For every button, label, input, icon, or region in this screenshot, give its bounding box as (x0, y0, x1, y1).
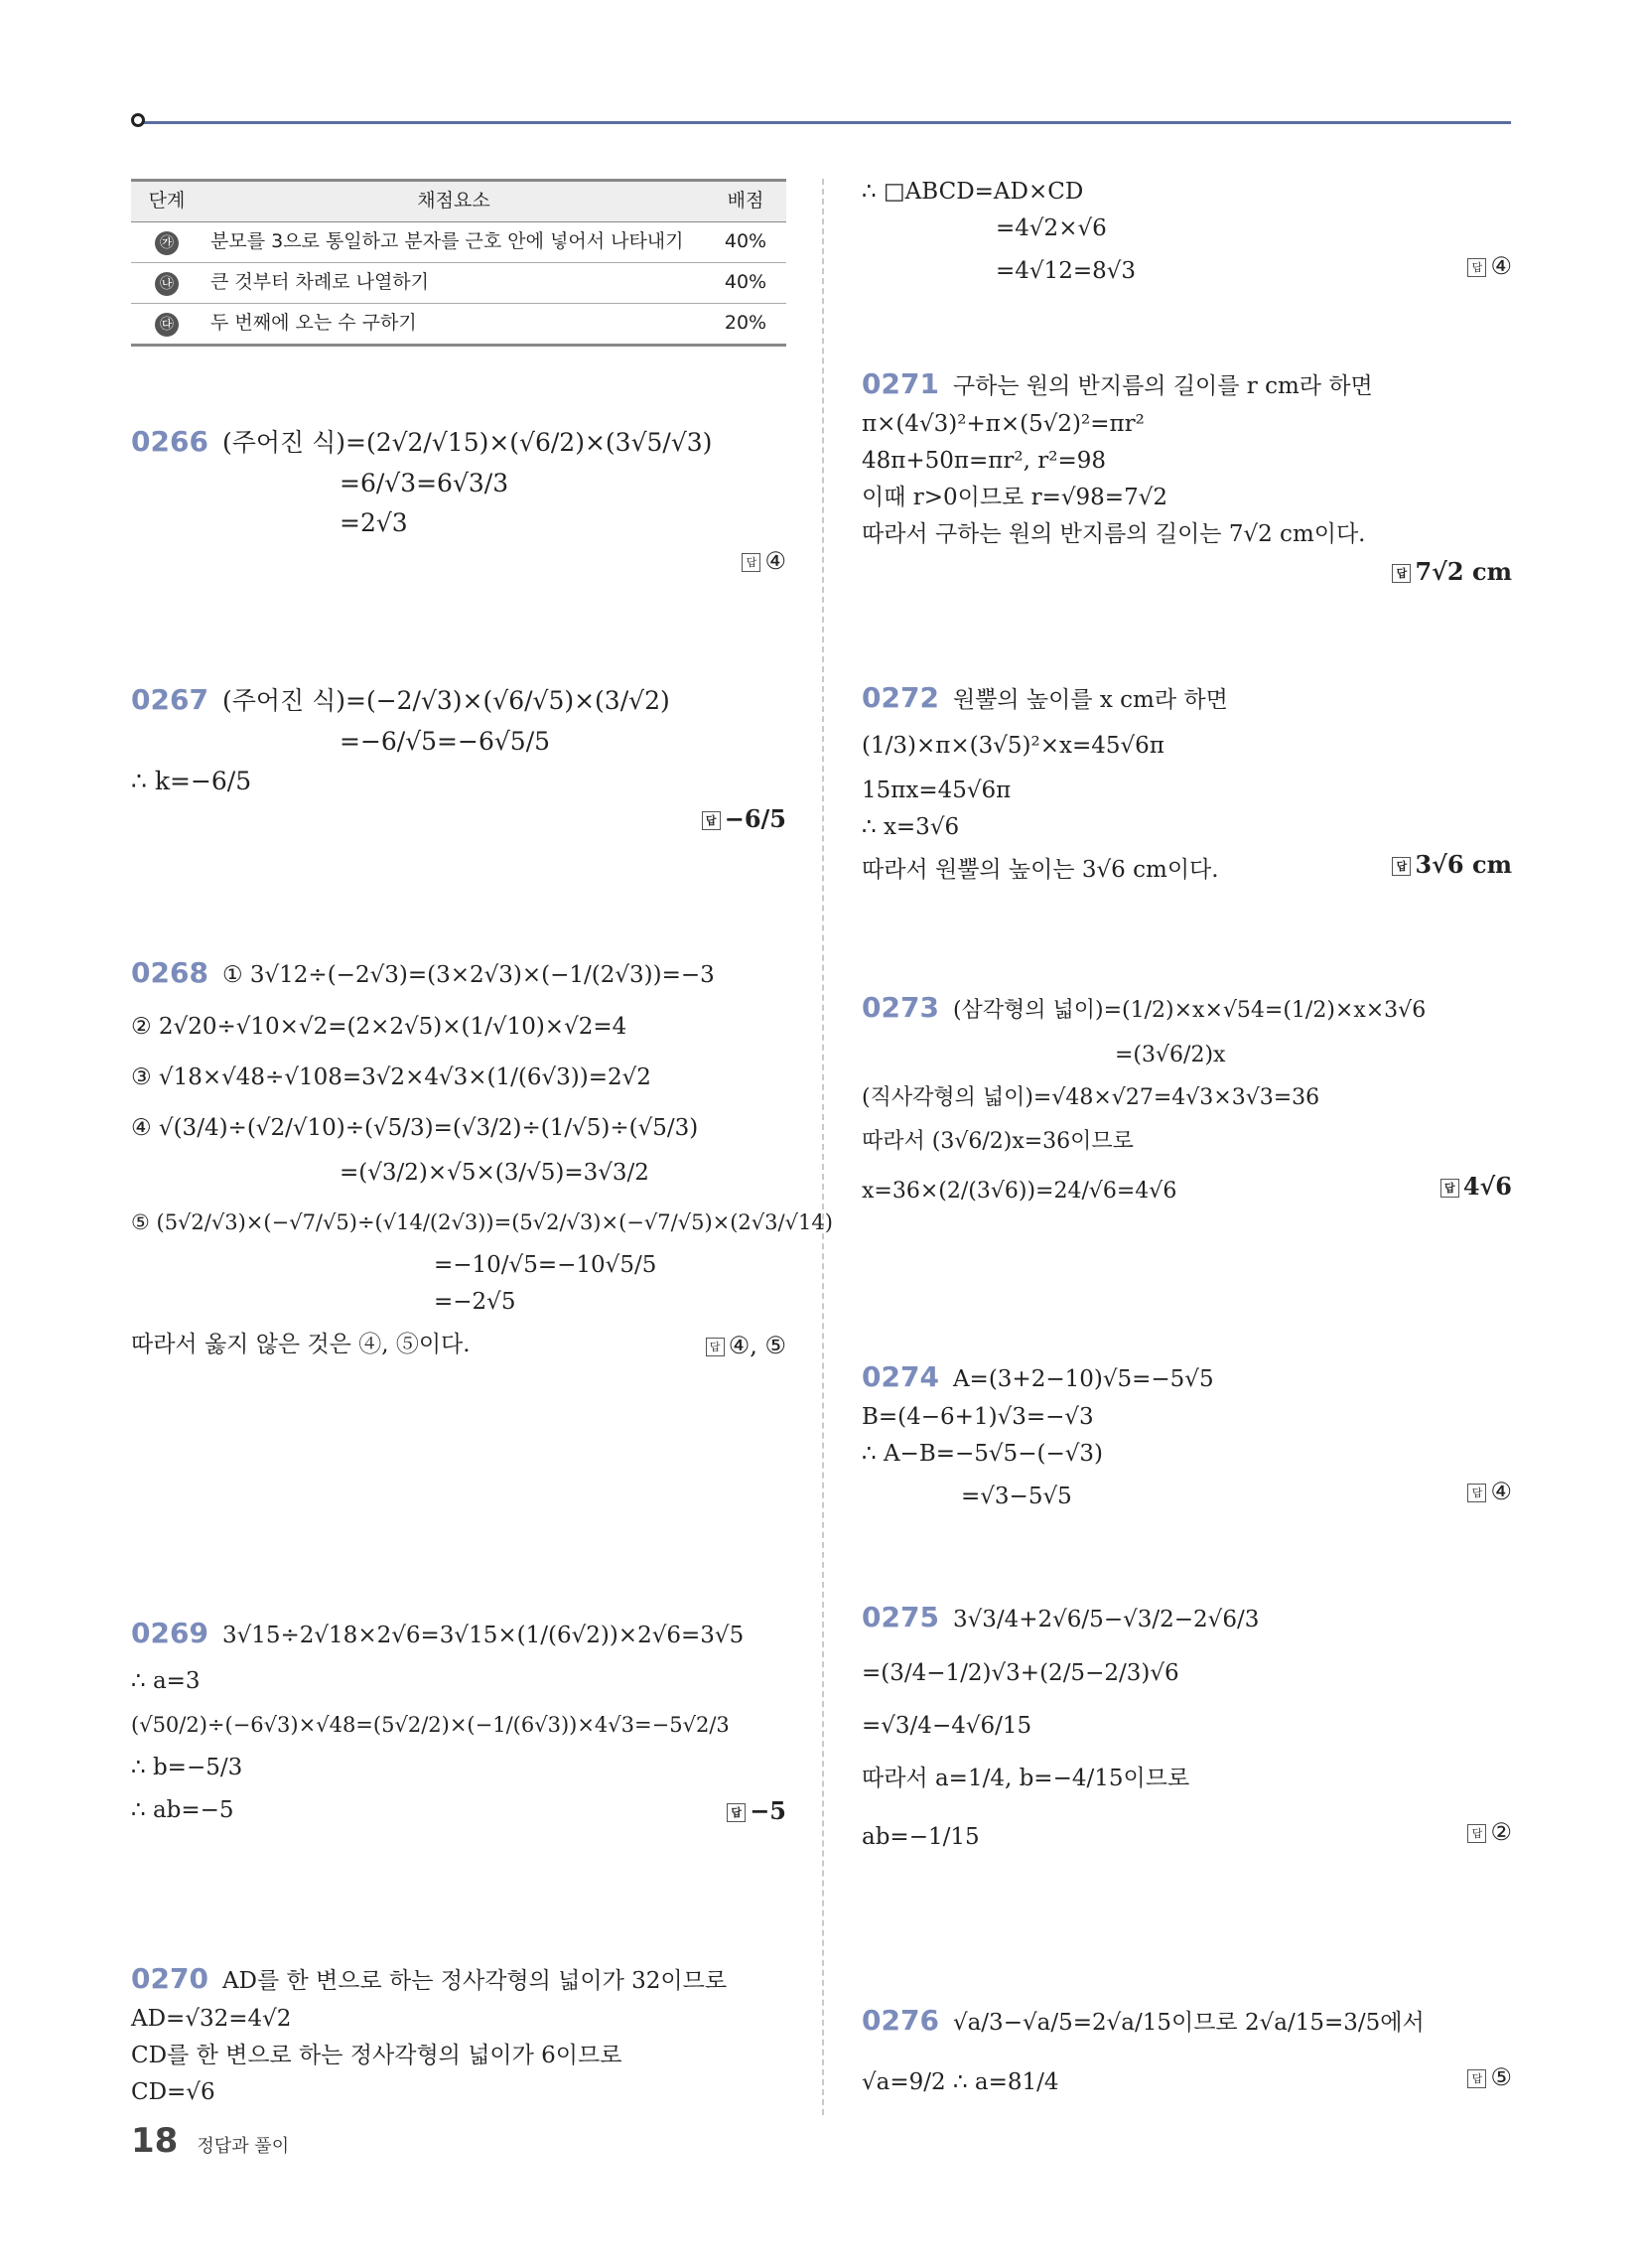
answer (1440, 1171, 1512, 1212)
answer (727, 1795, 786, 1827)
solution-line: ab=−1/15 (862, 1823, 980, 1850)
table-row (131, 263, 786, 304)
solution-line: 15πx=45√6π (862, 777, 1012, 803)
solution-line: 따라서 (3√6/2)x=36이므로 (862, 1129, 1134, 1155)
solution-line: 3√3/4+2√6/5−√3/2−2√6/3 (952, 1607, 1260, 1632)
solution-line: B=(4−6+1)√3=−√3 (862, 1403, 1094, 1430)
solution-line: x=36×(2/(3√6))=24/√6=4√6 (862, 1178, 1177, 1204)
solution-line: (주어진 식)=(−2/√3)×(√6/√5)×(3/√2) (221, 686, 670, 715)
solution-line: =(3/4−1/2)√3+(2/5−2/3)√6 (862, 1659, 1179, 1686)
answer-mark-icon: 답 (1440, 1179, 1459, 1198)
solution-line: 구하는 원의 반지름의 길이를 r cm라 하면 (952, 373, 1373, 399)
answer-mark-icon: 답 (727, 1803, 746, 1822)
problem-number: 0266 (131, 425, 208, 458)
answer-value: ④ (1490, 1477, 1512, 1505)
table-header-row (131, 181, 786, 222)
answer-mark-icon: 답 (1467, 258, 1486, 277)
table-cell: 40% (705, 222, 786, 263)
solution-line: 따라서 구하는 원의 반지름의 길이는 7√2 cm이다. (862, 520, 1366, 547)
solution-line: 따라서 a=1/4, b=−4/15이므로 (862, 1765, 1190, 1791)
step-badge: ㉮ (155, 231, 179, 255)
problem-0269 (131, 1609, 786, 1828)
solution-line: ∴ A−B=−5√5−(−√3) (862, 1440, 1103, 1467)
answer-value: 4√6 (1462, 1171, 1512, 1201)
table-header: 단계 (148, 190, 186, 213)
problem-number: 0271 (862, 367, 939, 400)
problem-number: 0273 (862, 991, 939, 1024)
solution-line: ∴ x=3√6 (862, 813, 960, 840)
problem-number: 0269 (131, 1617, 208, 1649)
answer-value: −6/5 (724, 804, 786, 834)
answer-mark-icon: 답 (1467, 2069, 1486, 2088)
answer-value: 7√2 cm (1415, 556, 1512, 586)
solution-line: ④ √(3/4)÷(√2/√10)÷(√5/3)=(√3/2)÷(1/√5)÷(√5/3) (131, 1114, 699, 1141)
table-cell: 분모를 3으로 통일하고 분자를 근호 안에 넣어서 나타내기 (203, 222, 705, 263)
solution-line: CD=√6 (131, 2078, 215, 2105)
header-bullet-icon (131, 113, 145, 127)
solution-line: ∴ a=3 (131, 1667, 201, 1694)
solution-line: CD를 한 변으로 하는 정사각형의 넓이가 6이므로 (131, 2042, 622, 2068)
header-rule (139, 121, 1511, 124)
solution-line: √a/3−√a/5=2√a/15이므로 2√a/15=3/5에서 (952, 2010, 1425, 2036)
answer (862, 556, 1512, 588)
scoring-table (131, 179, 786, 347)
table-row (131, 222, 786, 263)
step-badge: ㉰ (155, 313, 179, 337)
solution-line: =(3√6/2)x (1115, 1042, 1226, 1067)
problem-0268 (131, 948, 833, 1362)
solution-line: ∴ ab=−5 (131, 1797, 234, 1824)
problem-number: 0274 (862, 1360, 939, 1393)
answer-mark-icon: 답 (1392, 564, 1411, 583)
solution-line: A=(3+2−10)√5=−5√5 (952, 1366, 1214, 1392)
solution-line: (주어진 식)=(2√2/√15)×(√6/2)×(3√5/√3) (221, 428, 713, 457)
answer-mark-icon: 답 (706, 1338, 725, 1356)
scoring-table-block (131, 179, 786, 347)
solution-line: 따라서 옳지 않은 것은 ④, ⑤이다. (131, 1332, 471, 1358)
table-cell: 큰 것부터 차례로 나열하기 (203, 263, 705, 304)
table-cell: 40% (705, 263, 786, 304)
answer (1467, 250, 1512, 293)
problem-number: 0275 (862, 1601, 939, 1633)
problem-0275 (862, 1593, 1512, 1859)
step-badge: ㉯ (155, 272, 179, 296)
answer-value: ⑤ (1490, 2062, 1512, 2091)
problem-0273 (862, 983, 1512, 1212)
solution-line: 3√15÷2√18×2√6=3√15×(1/(6√2))×2√6=3√5 (221, 1623, 745, 1648)
answer (1467, 1816, 1512, 1859)
answer-value: ④, ⑤ (728, 1332, 786, 1360)
answer-value: ④ (764, 547, 786, 576)
answer-mark-icon: 답 (1467, 1824, 1486, 1843)
answer-mark-icon: 답 (1467, 1484, 1486, 1502)
answer (131, 545, 786, 577)
table-cell: 두 번째에 오는 수 구하기 (203, 304, 705, 346)
table-row (131, 304, 786, 346)
solution-line: 48π+50π=πr², r²=98 (862, 447, 1107, 474)
solution-line: =(√3/2)×√5×(3/√5)=3√3/2 (340, 1159, 649, 1186)
solution-line: (삼각형의 넓이)=(1/2)×x×√54=(1/2)×x×3√6 (952, 998, 1427, 1023)
answer-value: ② (1490, 1817, 1512, 1846)
problem-0266 (131, 417, 786, 578)
solution-line: =√3/4−4√6/15 (862, 1712, 1032, 1739)
answer (1467, 1476, 1512, 1518)
solution-line: (1/3)×π×(3√5)²×x=45√6π (862, 732, 1164, 759)
page-footer (131, 2121, 289, 2161)
solution-line: =2√3 (340, 507, 408, 537)
table-header: 채점요소 (417, 190, 490, 213)
answer (1392, 849, 1512, 892)
solution-line: =−6/√5=−6√5/5 (340, 726, 551, 756)
problem-number: 0276 (862, 2004, 939, 2037)
solution-line: π×(4√3)²+π×(5√2)²=πr² (862, 410, 1145, 437)
answer-mark-icon: 답 (1392, 857, 1411, 876)
problem-0270-continued (862, 171, 1512, 293)
problem-number: 0268 (131, 956, 208, 989)
problem-number: 0272 (862, 681, 939, 714)
table-header: 배점 (727, 190, 764, 213)
answer-value: −5 (750, 1796, 786, 1826)
footer-label: 정답과 풀이 (197, 2136, 290, 2157)
solution-line: AD=√32=4√2 (131, 2005, 292, 2032)
answer-mark-icon: 답 (742, 553, 760, 572)
solution-line: ① 3√12÷(−2√3)=(3×2√3)×(−1/(2√3))=−3 (221, 962, 715, 988)
solution-line: ⑤ (5√2/√3)×(−√7/√5)÷(√14/(2√3))=(5√2/√3)×(−√7/√5)×(2√3/√14) (131, 1209, 833, 1234)
answer (1467, 2061, 1512, 2104)
solution-line: ∴ b=−5/3 (131, 1755, 243, 1781)
solution-line: 이때 r>0이므로 r=√98=7√2 (862, 484, 1167, 510)
problem-0267 (131, 675, 786, 836)
answer (706, 1330, 786, 1361)
solution-line: 원뿔의 높이를 x cm라 하면 (952, 687, 1228, 713)
solution-line: =4√12=8√3 (996, 258, 1137, 285)
solution-line: (√50/2)÷(−6√3)×√48=(5√2/2)×(−1/(6√3))×4√3=−5√2/3 (131, 1712, 730, 1737)
problem-number: 0267 (131, 683, 208, 716)
solution-line: =6/√3=6√3/3 (340, 468, 509, 497)
table-cell: 20% (705, 304, 786, 346)
column-divider (822, 179, 824, 2115)
answer-mark-icon: 답 (702, 811, 721, 830)
page-number: 18 (131, 2121, 179, 2161)
solution-line: 따라서 원뿔의 높이는 3√6 cm이다. (862, 856, 1219, 883)
answer-value: ④ (1490, 252, 1512, 281)
solution-line: =−2√5 (434, 1289, 516, 1316)
solution-line: =−10/√5=−10√5/5 (434, 1252, 657, 1279)
problem-0272 (862, 673, 1512, 892)
solution-line: =4√2×√6 (996, 215, 1107, 242)
answer (131, 803, 786, 835)
problem-0274 (862, 1352, 1512, 1518)
solution-line: ∴ k=−6/5 (131, 766, 252, 795)
solution-line: ③ √18×√48÷√108=3√2×4√3×(1/(6√3))=2√2 (131, 1063, 651, 1090)
solution-line: (직사각형의 넓이)=√48×√27=4√3×3√3=36 (862, 1085, 1320, 1111)
problem-number: 0270 (131, 1962, 208, 1995)
answer-value: 3√6 cm (1415, 849, 1512, 879)
problem-0270 (131, 1954, 786, 2114)
problem-0276 (862, 1996, 1512, 2104)
solution-line: =√3−5√5 (961, 1483, 1072, 1509)
solution-line: AD를 한 변으로 하는 정사각형의 넓이가 32이므로 (221, 1968, 728, 1994)
solution-line: √a=9/2 ∴ a=81/4 (862, 2068, 1059, 2095)
solution-line: ∴ □ABCD=AD×CD (862, 179, 1084, 205)
solution-line: ② 2√20÷√10×√2=(2×2√5)×(1/√10)×√2=4 (131, 1013, 627, 1040)
problem-0271 (862, 359, 1512, 588)
